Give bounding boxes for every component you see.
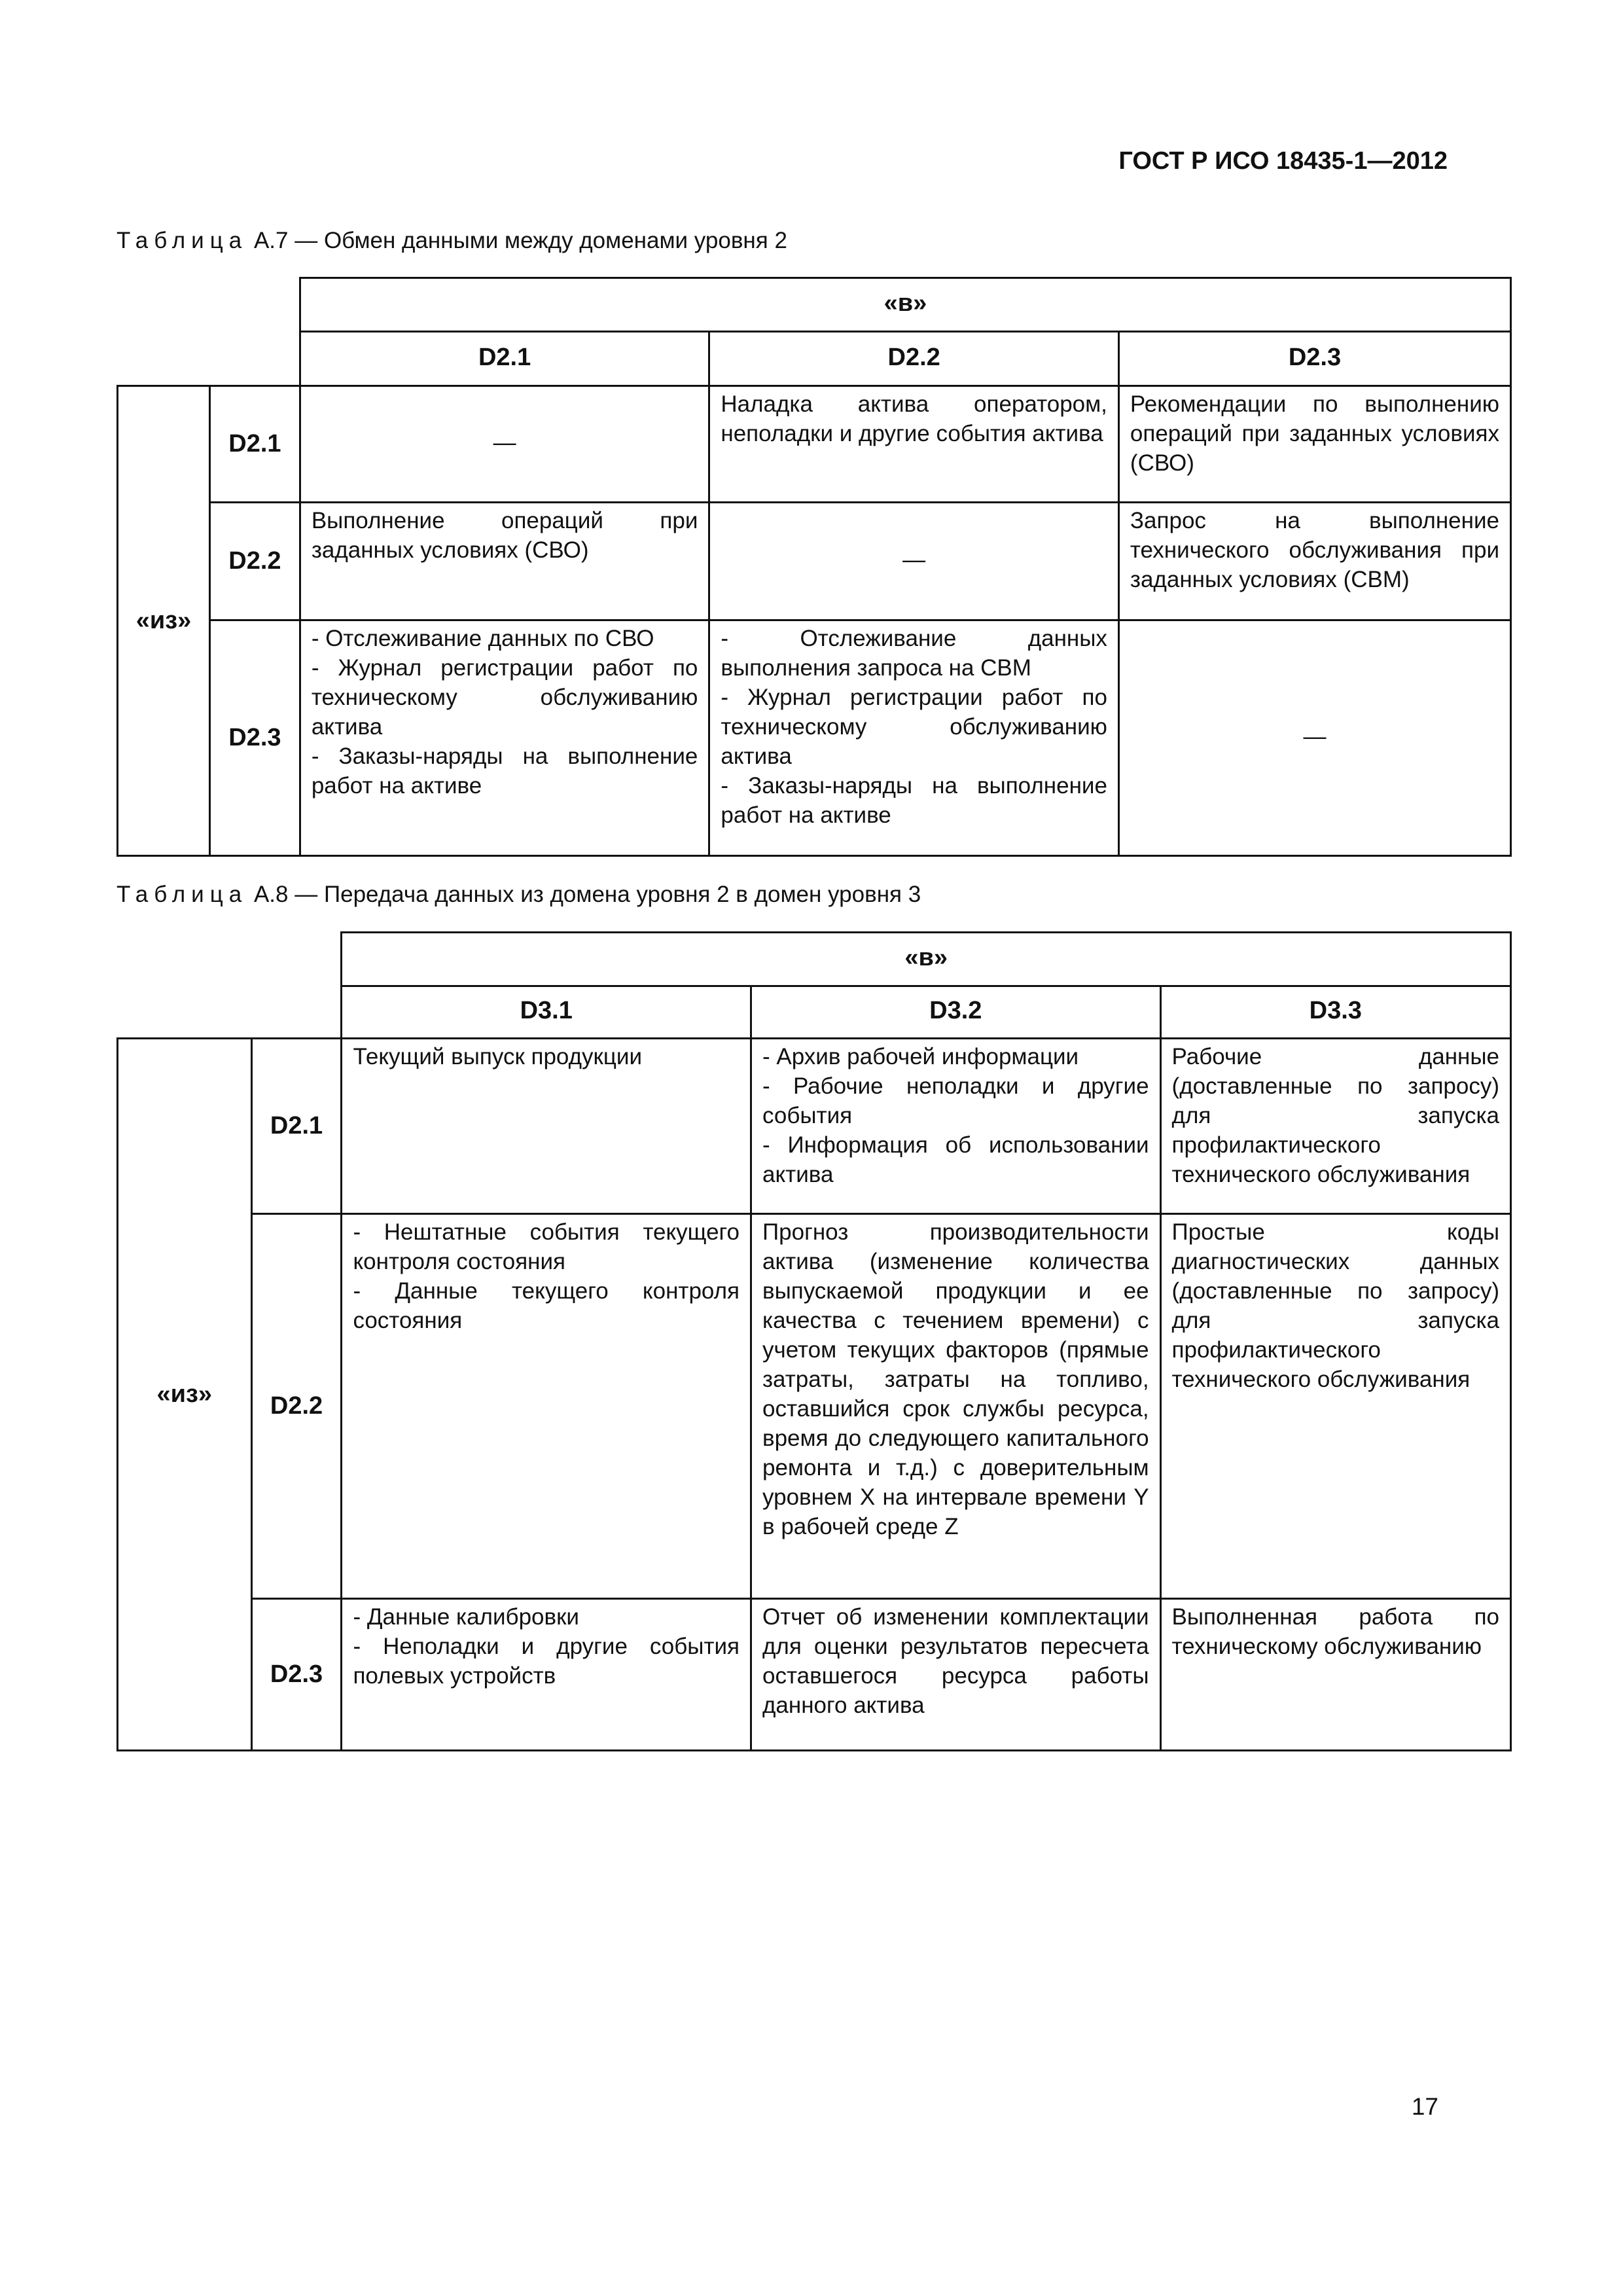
blank-corner — [118, 933, 342, 986]
table-cell — [300, 620, 709, 856]
page-number: 17 — [1411, 2093, 1438, 2120]
row-header: D2.2 — [251, 1214, 342, 1599]
row-header: D2.2 — [210, 503, 300, 620]
table-caption-label: Таблица — [116, 228, 248, 253]
cell-list-item: - Заказы-наряды на выполнение работ на активе — [311, 744, 698, 798]
row-header: D2.3 — [251, 1599, 342, 1751]
table-cell — [342, 1214, 751, 1599]
table-cell — [1118, 386, 1510, 503]
cell-list-item: - Нештатные события текущего контроля состояния — [353, 1219, 740, 1274]
cell-text: Выполнение операций при заданных условиях (СВО) — [311, 508, 698, 563]
row-header: D2.1 — [251, 1039, 342, 1214]
cell-text: Простые коды диагностических данных (доставленные по запросу) для запуска профилактического технического обслуживания — [1171, 1219, 1499, 1392]
cell-list-item: - Отслеживание данных по СВО — [311, 626, 654, 651]
table-cell — [709, 503, 1119, 620]
blank-corner — [118, 332, 300, 386]
table-cell — [1118, 620, 1510, 856]
table-cell — [1160, 1214, 1510, 1599]
cell-text: Прогноз производительности актива (изменение количества выпускаемой продукции и ее качества с течением времени) с учетом текущих факторов (прямые затраты, затраты на топливо, оставшийся срок службы ресурса, время до следующего капитального ремонта и т.д.) с доверительным уровнем X на интервале времени Y в рабочей среде Z — [762, 1219, 1149, 1539]
table-cell — [342, 1039, 751, 1214]
from-header: «из» — [118, 1039, 252, 1751]
cell-list-item: - Архив рабочей информации — [762, 1044, 1079, 1069]
empty-dash: — — [493, 430, 516, 456]
table-cell — [709, 386, 1119, 503]
cell-text: Отчет об изменении комплектации для оценки результатов пересчета оставшегося ресурса работы данного актива — [762, 1604, 1149, 1718]
table-cell — [709, 620, 1119, 856]
table-a7 — [116, 277, 1512, 857]
blank-corner — [118, 278, 300, 332]
document-id: ГОСТ Р ИСО 18435-1—2012 — [1118, 147, 1448, 175]
empty-dash: — — [902, 547, 926, 573]
table-cell — [1118, 503, 1510, 620]
column-header: D3.2 — [751, 986, 1161, 1039]
cell-list-item: - Отслеживание данных выполнения запроса на СВМ — [721, 626, 1107, 681]
column-header: D2.2 — [709, 332, 1119, 386]
table-cell — [751, 1599, 1161, 1751]
column-header: D2.3 — [1118, 332, 1510, 386]
table-caption-text: А.8 — Передача данных из домена уровня 2 в домен уровня 3 — [247, 882, 921, 907]
cell-list-item: - Рабочие неполадки и другие события — [762, 1073, 1149, 1128]
from-header: «из» — [118, 386, 210, 856]
to-header: «в» — [342, 933, 1511, 986]
table-cell — [300, 503, 709, 620]
cell-list-item: - Данные калибровки — [353, 1604, 579, 1630]
table-cell — [751, 1214, 1161, 1599]
cell-text: Наладка актива оператором, неполадки и другие события актива — [721, 391, 1107, 446]
blank-corner — [118, 986, 342, 1039]
table-cell — [751, 1039, 1161, 1214]
table-cell — [1160, 1599, 1510, 1751]
table-cell — [1160, 1039, 1510, 1214]
table-a7-caption — [116, 228, 787, 254]
table-a8-caption — [116, 882, 921, 908]
to-header: «в» — [300, 278, 1510, 332]
cell-list-item: - Заказы-наряды на выполнение работ на активе — [721, 773, 1107, 828]
row-header: D2.3 — [210, 620, 300, 856]
cell-list-item: - Неполадки и другие события полевых устройств — [353, 1634, 740, 1689]
cell-list-item: - Информация об использовании актива — [762, 1132, 1149, 1187]
table-cell — [342, 1599, 751, 1751]
cell-text: Текущий выпуск продукции — [353, 1044, 643, 1069]
table-caption-label: Таблица — [116, 882, 248, 907]
cell-list-item: - Журнал регистрации работ по техническому обслуживанию актива — [721, 685, 1107, 769]
column-header: D3.3 — [1160, 986, 1510, 1039]
column-header: D3.1 — [342, 986, 751, 1039]
table-a8 — [116, 931, 1512, 1751]
cell-text: Выполненная работа по техническому обслуживанию — [1171, 1604, 1499, 1659]
cell-list-item: - Журнал регистрации работ по техническому обслуживанию актива — [311, 655, 698, 740]
cell-text: Рабочие данные (доставленные по запросу) для запуска профилактического технического обслуживания — [1171, 1044, 1499, 1187]
table-caption-text: А.7 — Обмен данными между доменами уровня 2 — [247, 228, 787, 253]
table-cell — [300, 386, 709, 503]
column-header: D2.1 — [300, 332, 709, 386]
cell-text: Рекомендации по выполнению операций при заданных условиях (СВО) — [1130, 391, 1499, 476]
empty-dash: — — [1303, 724, 1327, 749]
cell-text: Запрос на выполнение технического обслуживания при заданных условиях (СВМ) — [1130, 508, 1499, 592]
cell-list-item: - Данные текущего контроля состояния — [353, 1278, 740, 1333]
row-header: D2.1 — [210, 386, 300, 503]
